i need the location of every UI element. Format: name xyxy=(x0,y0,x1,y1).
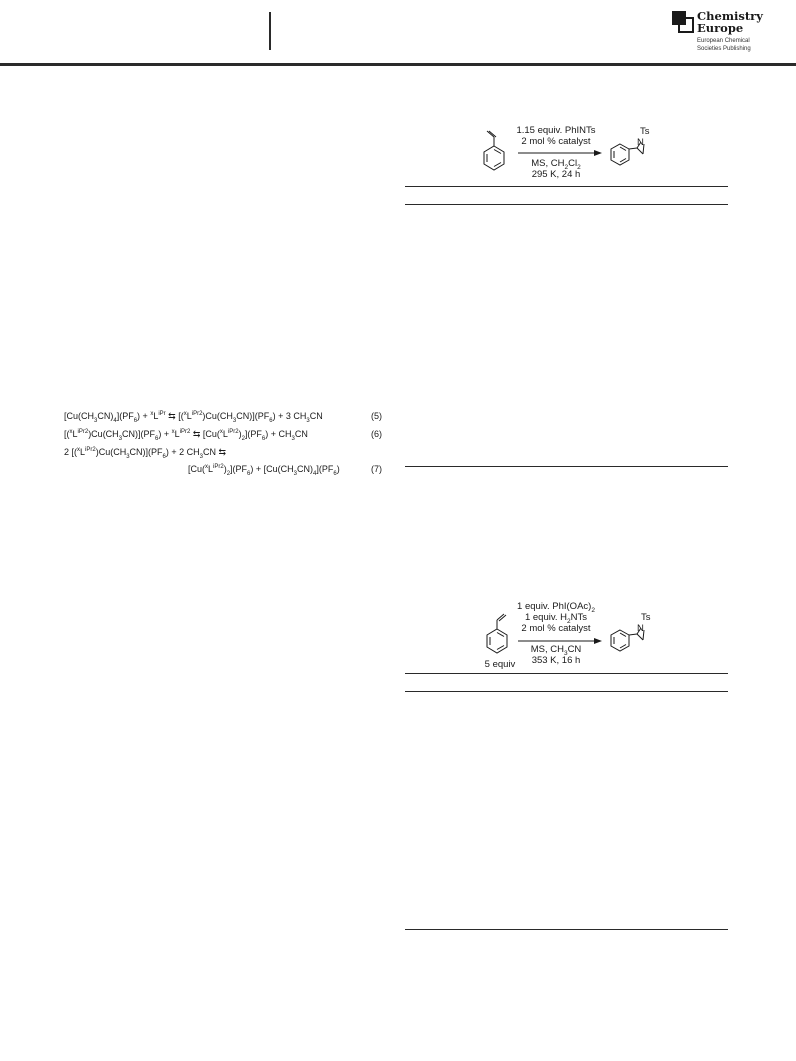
equation-5-number: (5) xyxy=(371,411,382,421)
scheme-2-catalyst: 2 mol % catalyst xyxy=(521,623,591,634)
scheme-1-conditions-below xyxy=(510,158,602,180)
scheme-1-conditions-above xyxy=(510,125,602,147)
equation-6: $[(^xL^{iPr2})Cu(CH_3CN)](PF_6) + ^xL^{iPr2}$ ⇆ $[Cu(^xL^{iPr2})_2](PF_6) + CH_3CN$ xyxy=(64,429,308,442)
scheme-2-solvent: MS, $CH_3CN$ xyxy=(530,644,582,657)
scheme-1-n-label: N xyxy=(637,137,644,148)
scheme-1-solvent: MS, $CH_2Cl_2$ xyxy=(531,158,581,171)
scheme-1-catalyst: 2 mol % catalyst xyxy=(521,136,591,147)
aziridine-structure-1 xyxy=(608,130,658,176)
scheme-1-ts-label: Ts xyxy=(640,126,650,137)
table-2-bottom-rule xyxy=(405,929,728,930)
brand-line-2: Europe xyxy=(697,21,744,35)
scheme-2-conditions-below xyxy=(508,644,604,666)
chemistry-europe-logo-icon xyxy=(672,11,694,33)
brand-subtitle xyxy=(697,37,751,53)
table-2-header-rule xyxy=(405,691,728,692)
brand-sub-2: Societies Publishing xyxy=(697,46,751,52)
scheme-1-temp-time: 295 K, 24 h xyxy=(531,169,581,180)
equation-7-line-1: 2 $[(^xL^{iPr2})Cu(CH_3CN)](PF_6) + 2$ $CH_3CN$ ⇆ xyxy=(64,447,227,460)
table-1-bottom-rule xyxy=(405,466,728,467)
scheme-2-nitrogen-source: 1 equiv. $H_2NTs$ xyxy=(524,612,588,625)
scheme-2-ts-label: Ts xyxy=(641,612,651,623)
brand-line-1: Chemistry xyxy=(697,9,763,23)
header-rule xyxy=(0,63,796,66)
table-1-header-rule xyxy=(405,204,728,205)
table-1-top-rule xyxy=(405,186,728,187)
equation-7-number: (7) xyxy=(371,464,382,474)
scheme-2-reagent-amount: 5 equiv xyxy=(484,659,516,670)
equation-5: $[Cu(CH_3CN)_4](PF_6) + ^xL^{iPr}$ ⇆ $[(^xL^{iPr2})Cu(CH_3CN)](PF_6) + 3$ $CH_3CN$ xyxy=(64,411,323,424)
equation-6-number: (6) xyxy=(371,429,382,439)
scheme-2-oxidant: 1 equiv. $PhI(OAc)_2$ xyxy=(517,601,595,614)
scheme-2-temp-time: 353 K, 16 h xyxy=(531,655,581,666)
header-divider xyxy=(269,12,271,50)
brand-name xyxy=(697,10,763,34)
scheme-1-reaction-arrow xyxy=(518,150,602,156)
scheme-2-n-label: N xyxy=(637,623,644,634)
scheme-1-oxidant: 1.15 equiv. PhINTs xyxy=(516,125,596,136)
equation-7-line-2: $[Cu(^xL^{iPr2})_2](PF_6) + [Cu(CH_3CN)_4](PF_6)$ xyxy=(188,464,340,477)
scheme-2-conditions-above xyxy=(508,601,604,634)
table-2-top-rule xyxy=(405,673,728,674)
brand-sub-1: European Chemical xyxy=(697,38,750,44)
